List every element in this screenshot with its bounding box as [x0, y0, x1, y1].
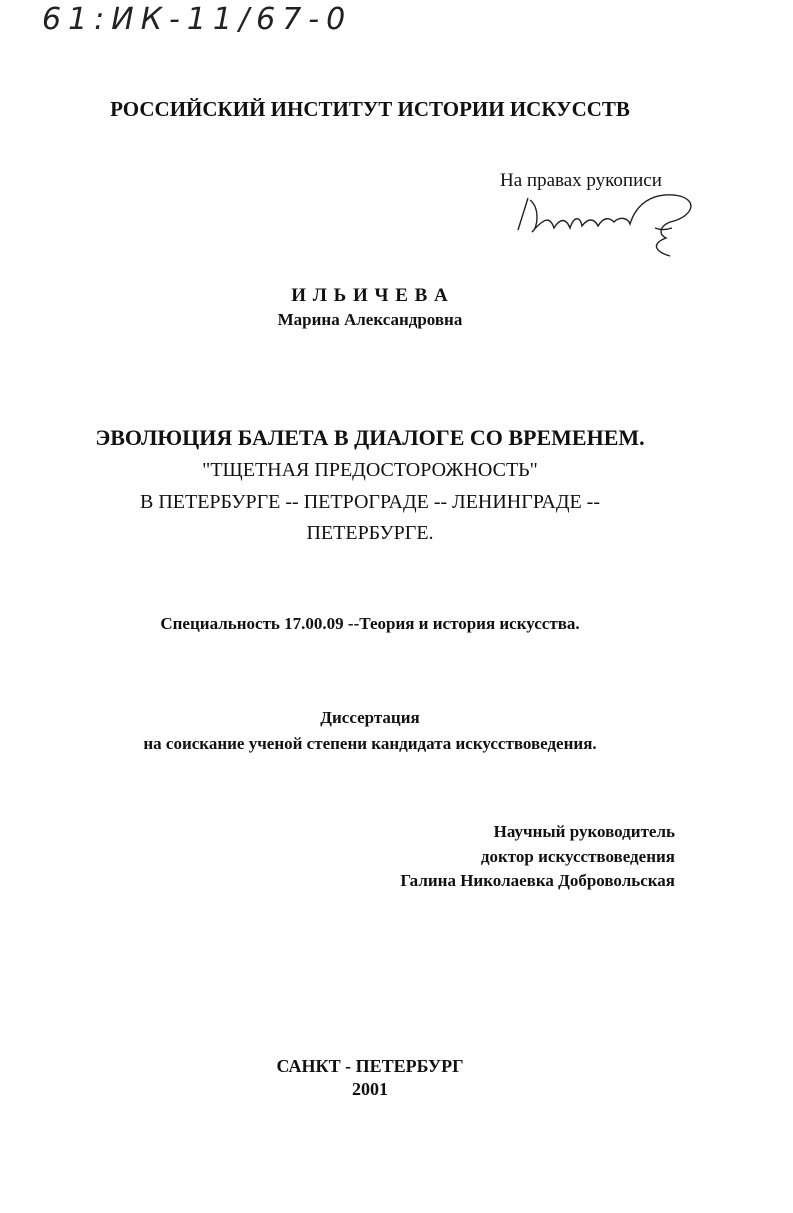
advisor-role: Научный руководитель [493, 822, 675, 841]
author-signature [510, 188, 710, 263]
author-name: Марина Александровна [277, 310, 463, 329]
subtitle-line: "ТЩЕТНАЯ ПРЕДОСТОРОЖНОСТЬ" [202, 459, 538, 481]
subtitle-line: В ПЕТЕРБУРГЕ -- ПЕТРОГРАДЕ -- ЛЕНИНГРАДЕ -- [139, 491, 601, 513]
dissertation-title: ЭВОЛЮЦИЯ БАЛЕТА В ДИАЛОГЕ СО ВРЕМЕНЕМ. [95, 425, 645, 450]
author-surname: И Л Ь И Ч Е В А [291, 285, 449, 306]
subtitle-line: ПЕТЕРБУРГЕ. [306, 522, 434, 544]
dissertation-label: Диссертация [320, 708, 420, 727]
advisor-name: Галина Николаевка Добровольская [400, 871, 675, 890]
handwritten-archive-code: 61:ИК-11/67-0 [42, 2, 353, 37]
city: САНКТ - ПЕТЕРБУРГ [276, 1056, 464, 1076]
manuscript-note: На правах рукописи [500, 170, 662, 191]
year: 2001 [352, 1079, 388, 1099]
specialty: Специальность 17.00.09 --Теория и история искусства. [160, 614, 580, 633]
advisor-degree: доктор искусствоведения [480, 847, 675, 866]
institute-name: РОССИЙСКИЙ ИНСТИТУТ ИСТОРИИ ИСКУССТВ [110, 97, 630, 121]
dissertation-purpose: на соискание ученой степени кандидата искусствоведения. [143, 734, 597, 753]
